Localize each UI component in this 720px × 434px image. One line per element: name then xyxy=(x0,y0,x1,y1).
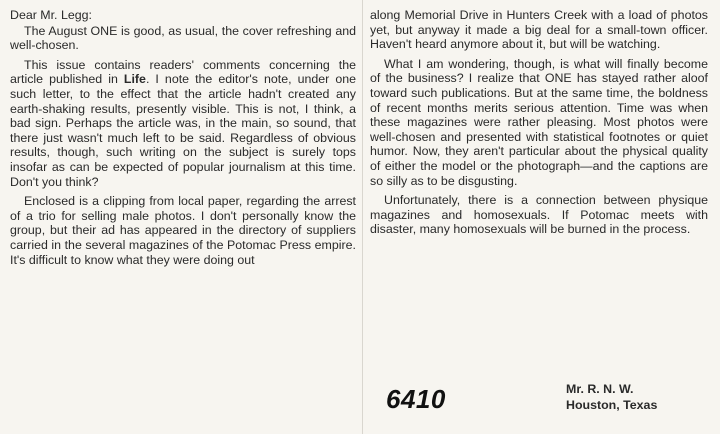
paragraph-3-continued: along Memorial Drive in Hunters Creek with a load of photos yet, but anyway it made a big deal for a small-town officer. Haven't heard anymore about it, but will be watching. xyxy=(370,8,708,52)
paragraph-2 xyxy=(10,58,356,189)
salutation: Dear Mr. Legg: xyxy=(10,8,92,22)
right-column xyxy=(370,8,708,242)
column-divider xyxy=(362,0,363,434)
left-column xyxy=(10,8,356,272)
paragraph-5: Unfortunately, there is a connection between physique magazines and homosexuals. If Potomac meets with disaster, many homosexuals will be burned in the process. xyxy=(370,193,708,237)
signature-block xyxy=(566,381,657,413)
signature-place: Houston, Texas xyxy=(566,398,658,412)
signature-name: Mr. R. N. W. xyxy=(566,382,634,396)
document-number: 6410 xyxy=(386,384,446,414)
paragraph-2-end: . I note the editor's note, under one such letter, to the effect that the article hadn't created any earth-shaking results, presently visible. This is not, I think, a bad sign. Perhaps the article was, in the main, so sound, that there just wasn't much left to be said. Regardless of obvious results, though, such writing on the subject is surely tops insofar as can be expected of popular journalism at this time. Don't you think? xyxy=(10,72,356,189)
paragraph-3: Enclosed is a clipping from local paper, regarding the arrest of a trio for selling male photos. I don't personally know the group, but their ad has appeared in the directory of suppliers carried in the several magazines of the Potomac Press empire. It's difficult to know what they were doing out xyxy=(10,194,356,267)
paragraph-2-start: This issue contains readers' comments concerning the article published in xyxy=(10,57,356,87)
paragraph-4: What I am wondering, though, is what will finally become of the business? I realize that ONE has stayed rather aloof toward such publications. But at the same time, the boldness of recent months merits serious attention. Time was when these magazines were rather pleasing. Most photos were well-chosen and presented with statistical footnotes or quiet humor. Now, they aren't particular about the physical quality of either the model or the photograph—and the captions are so silly as to be disgusting. xyxy=(370,56,708,188)
magazine-title: Life xyxy=(123,72,146,87)
paragraph-1: The August ONE is good, as usual, the cover refreshing and well-chosen. xyxy=(10,23,356,53)
